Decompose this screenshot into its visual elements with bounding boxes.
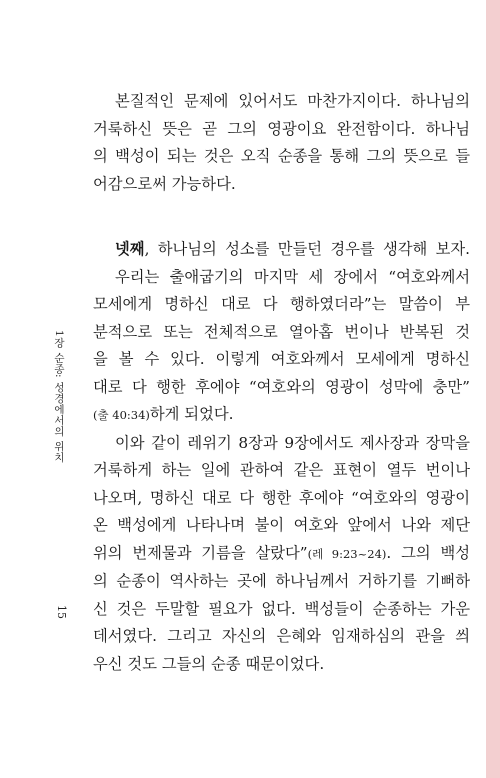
scripture-reference: (출 40:34) bbox=[93, 408, 150, 422]
paragraph-4 bbox=[93, 430, 470, 679]
text-line bbox=[93, 401, 470, 430]
text-line: 대로 다 행한 후에야 “여호와의 영광이 성막에 충만” bbox=[93, 377, 470, 396]
text-line: 어감으로써 가능하다. bbox=[93, 174, 236, 193]
text-line: 거룩하게 하는 일에 관하여 같은 표현이 열두 번이나 bbox=[93, 461, 470, 479]
paragraph-3 bbox=[93, 264, 470, 430]
body-text bbox=[93, 88, 470, 678]
text-line: 의 순종이 역사하는 곳에 하나님께서 거하기를 기뻐하 bbox=[93, 572, 470, 590]
text-line: 온 백성에게 나타나며 불이 여호와 앞에서 나와 제단 bbox=[93, 516, 470, 534]
page-number: 15 bbox=[55, 605, 68, 619]
text-run: 하게 되었다. bbox=[149, 405, 234, 423]
text-line: 이와 같이 레위기 8장과 9장에서도 제사장과 장막을 bbox=[115, 433, 470, 452]
text-line: 거룩하신 뜻은 곧 그의 영광이요 완전함이다. 하나님 bbox=[93, 119, 470, 138]
text-line: 우리는 출애굽기의 마지막 세 장에서 “여호와께서 bbox=[115, 267, 470, 286]
text-line: 분적으로 또는 전체적으로 열아홉 번이나 반복된 것 bbox=[93, 322, 470, 341]
text-line: 데서였다. 그리고 자신의 은혜와 임재하심의 관을 씌 bbox=[93, 627, 470, 645]
text-run: 위의 번제물과 기름을 살랐다” bbox=[93, 543, 308, 562]
emphasis-word: 넷째 bbox=[115, 240, 145, 258]
text-line: 모세에게 명하신 대로 다 행하였더라”는 말씀이 부 bbox=[93, 295, 470, 313]
page-edge-strip bbox=[486, 0, 500, 778]
text-line: 신 것은 두말할 필요가 없다. 백성들이 순종하는 가운 bbox=[93, 599, 470, 618]
running-header: 1장 순종: 성경에서의 위치 bbox=[53, 330, 65, 463]
paragraph-1 bbox=[93, 88, 470, 198]
text-line: 본질적인 문제에 있어서도 마찬가지이다. 하나님의 bbox=[115, 92, 470, 110]
text-line: 의 백성이 되는 것은 오직 순종을 통해 그의 뜻으로 들 bbox=[93, 147, 470, 165]
text-run: , 하나님의 성소를 만들던 경우를 생각해 보자. bbox=[144, 240, 470, 258]
text-line bbox=[93, 236, 470, 264]
text-line: 나오며, 명하신 대로 다 행한 후에야 “여호와의 영광이 bbox=[93, 488, 470, 507]
paragraph-2 bbox=[93, 236, 470, 264]
text-line bbox=[93, 540, 470, 569]
text-run: . 그의 백성 bbox=[386, 543, 470, 562]
scripture-reference: (레 9:23~24) bbox=[307, 546, 387, 561]
text-line: 을 볼 수 있다. 이렇게 여호와께서 모세에게 명하신 bbox=[93, 350, 470, 368]
text-line: 우신 것도 그들의 순종 때문이었다. bbox=[93, 654, 325, 673]
